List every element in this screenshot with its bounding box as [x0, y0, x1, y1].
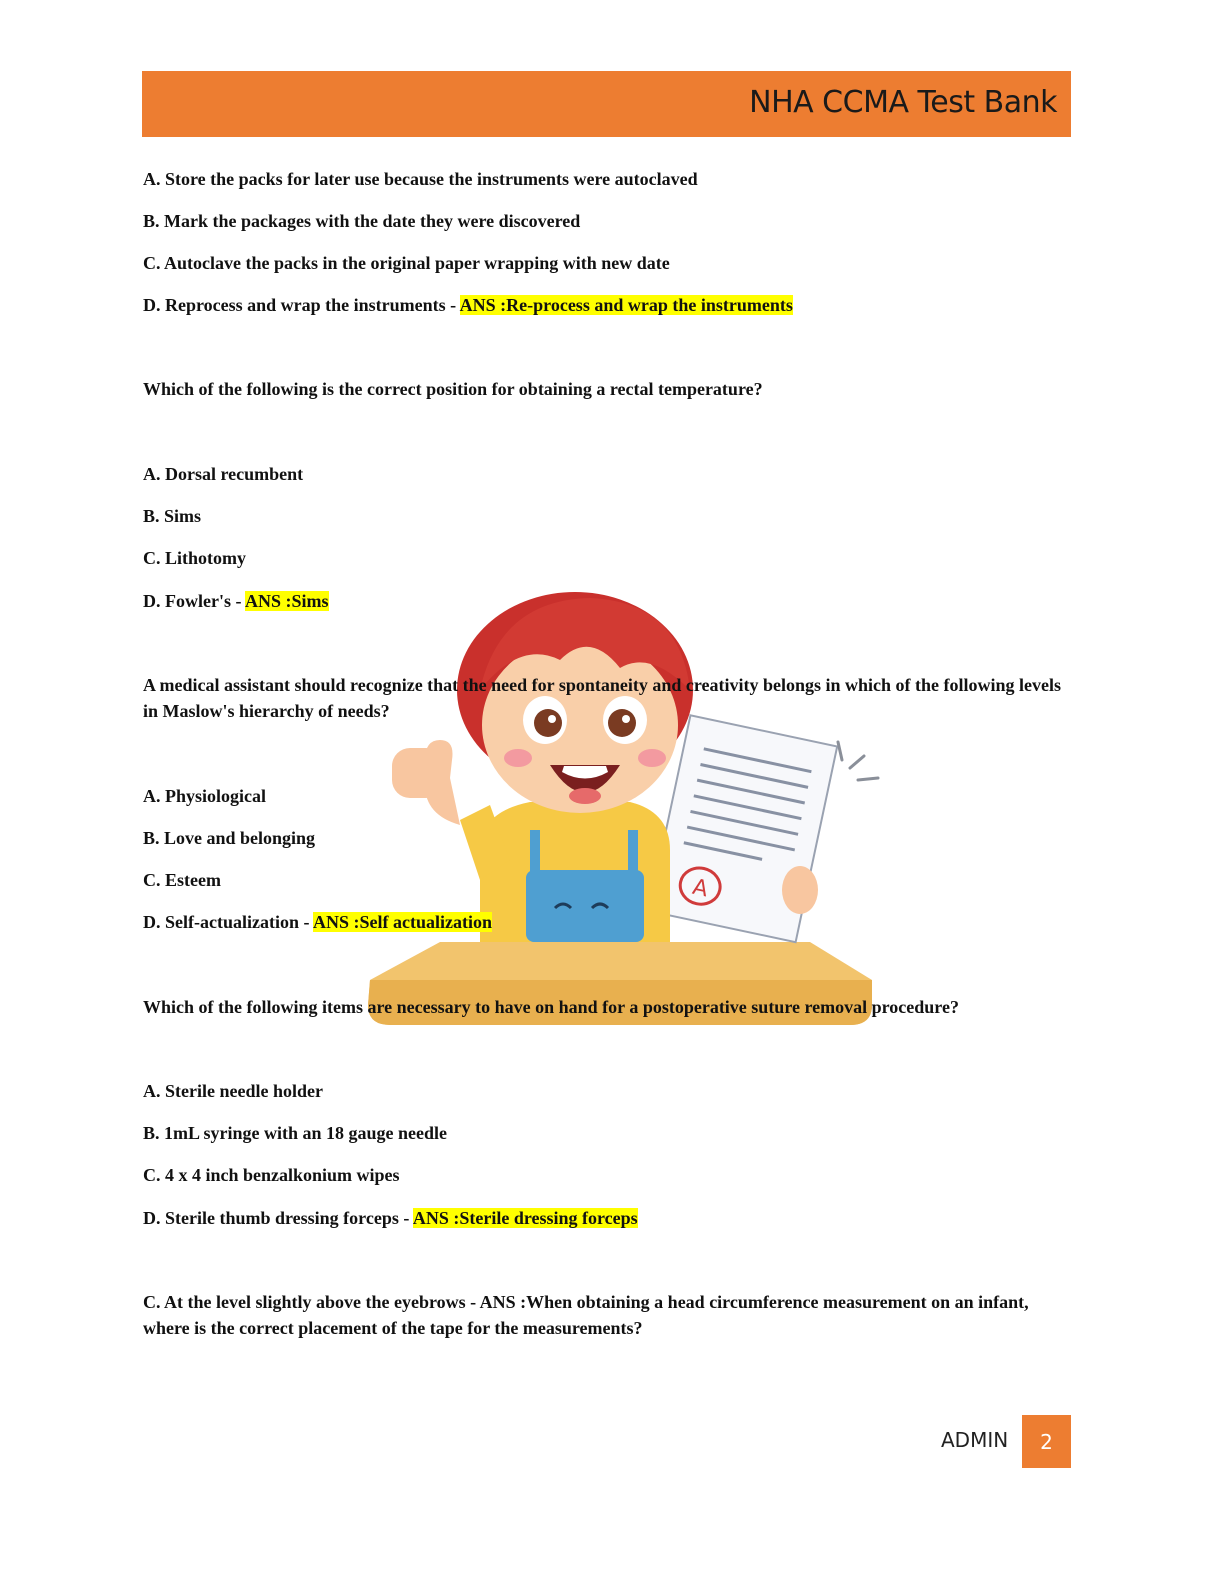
option-a: A. Sterile needle holder — [143, 1081, 323, 1101]
option-d — [143, 588, 329, 614]
answer-highlight: ANS :Self actualization — [312, 912, 492, 932]
option-d — [143, 292, 793, 318]
question-answer-text: C. At the level slightly above the eyebrows - ANS :When obtaining a head circumference measurement on an infant, where is the correct placement of the tape for the measurements? — [143, 1292, 1029, 1338]
option-b: B. Love and belonging — [143, 828, 316, 848]
option-d-text: D. Sterile thumb dressing forceps - — [143, 1208, 413, 1228]
option-a: A. Dorsal recumbent — [143, 464, 304, 484]
option-c: C. Autoclave the packs in the original paper wrapping with new date — [143, 253, 670, 273]
header-bar — [142, 71, 1071, 137]
option-a: A. Physiological — [143, 786, 267, 806]
option-c: C. 4 x 4 inch benzalkonium wipes — [143, 1165, 400, 1185]
option-d — [143, 1205, 638, 1231]
option-c: C. Lithotomy — [143, 548, 246, 568]
option-b: B. Mark the packages with the date they were discovered — [143, 211, 581, 231]
child-holding-graded-test-illustration — [330, 580, 890, 1040]
answer-highlight: ANS :Sims — [244, 591, 329, 611]
option-d-text: D. Self-actualization - — [143, 912, 313, 932]
svg-text:A: A — [690, 874, 711, 903]
option-a: A. Store the packs for later use because the instruments were autoclaved — [143, 169, 698, 189]
option-d — [143, 909, 492, 935]
footer-label: ADMIN — [941, 1428, 1009, 1452]
question-text: Which of the following items are necessary to have on hand for a postoperative suture removal procedure? — [143, 997, 959, 1017]
answer-highlight: ANS :Re-process and wrap the instruments — [459, 295, 793, 315]
option-d-text: D. Reprocess and wrap the instruments - — [143, 295, 460, 315]
question-text: Which of the following is the correct position for obtaining a rectal temperature? — [143, 379, 763, 399]
page-number: 2 — [1022, 1415, 1071, 1468]
page-title: NHA CCMA Test Bank — [749, 85, 1057, 120]
option-b: B. 1mL syringe with an 18 gauge needle — [143, 1123, 448, 1143]
option-c: C. Esteem — [143, 870, 221, 890]
question-text: A medical assistant should recognize that the need for spontaneity and creativity belongs in which of the following levels in Maslow's hierarchy of needs? — [143, 675, 1062, 721]
answer-highlight: ANS :Sterile dressing forceps — [412, 1208, 638, 1228]
option-d-text: D. Fowler's - — [143, 591, 245, 611]
option-b: B. Sims — [143, 506, 202, 526]
